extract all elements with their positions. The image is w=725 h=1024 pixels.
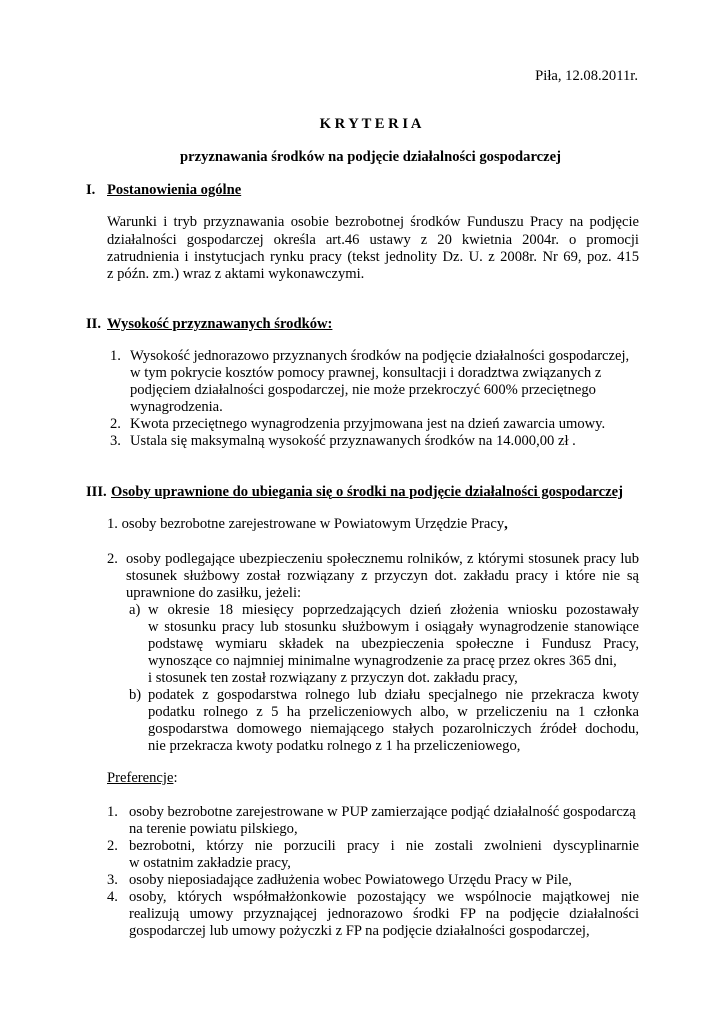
sub-item-line: podatek z gospodarstwa rolnego lub działu specjalnego nie przekracza kwoty (148, 687, 639, 703)
list-item-line: osoby bezrobotne zarejestrowane w PUP zamierzające podjąć działalność gospodarczą (129, 804, 636, 820)
section-1-line: zatrudnienia i instytucjach rynku pracy (tekst jednolity Dz. U. z 2008r. Nr 69, poz. 415 (107, 249, 639, 265)
sub-item-line: gospodarstwa domowego niemającego stałych pozarolniczych źródeł dochodu, (148, 721, 639, 737)
list-item-line: osoby nieposiadające zadłużenia wobec Powiatowego Urzędu Pracy w Pile, (129, 872, 572, 888)
list-item-number: 3. (110, 433, 121, 449)
section-3-number: III. (86, 484, 107, 500)
section-3-item-1-comma: , (504, 516, 508, 532)
list-item-line: bezrobotni, którzy nie porzucili pracy i nie zostali zwolnieni dyscyplinarnie (129, 838, 639, 854)
section-1-number: I. (86, 182, 96, 198)
list-item-line: w ostatnim zakładzie pracy, (129, 855, 291, 871)
list-item-number: 1. (107, 804, 118, 820)
sub-item-line: podstawę wymiaru składek na ubezpieczenia społeczne i Fundusz Pracy, (148, 636, 639, 652)
sub-item-line: i stosunek ten został rozwiązany z przyczyn dot. zakładu pracy, (148, 670, 518, 686)
sub-item-label: b) (129, 687, 142, 703)
section-3-item-1-text: 1. osoby bezrobotne zarejestrowane w Powiatowym Urzędzie Pracy (107, 516, 505, 532)
section-2-number: II. (86, 316, 102, 332)
document-subtitle: przyznawania środków na podjęcie działalności gospodarczej (180, 149, 561, 165)
list-item-line: Kwota przeciętnego wynagrodzenia przyjmowana jest na dzień zawarcia umowy. (130, 416, 606, 432)
sub-item-line: wynoszące co najmniej minimalne wynagrodzenie za pracę przez okres 365 dni, (148, 653, 617, 669)
section-2-heading: Wysokość przyznawanych środków: (107, 316, 333, 332)
list-item-line: osoby, których współmałżonkowie pozostający we wspólnocie majątkowej nie (129, 889, 639, 905)
list-item-number: 2. (107, 551, 118, 567)
list-item-line: gospodarczej lub umowy pożyczki z FP na podjęcie działalności gospodarczej, (129, 923, 590, 939)
list-item-line: Wysokość jednorazowo przyznanych środków na podjęcie działalności gospodarczej, (130, 348, 630, 364)
list-item-number: 1. (110, 348, 121, 364)
list-item-line: na terenie powiatu pilskiego, (129, 821, 298, 837)
preferences-heading: Preferencje (107, 770, 174, 786)
section-3-heading: Osoby uprawnione do ubiegania się o środki na podjęcie działalności gospodarczej (111, 484, 623, 500)
sub-item-line: w stosunku pracy lub stosunku służbowym i osiągały wynagrodzenie stanowiące (148, 619, 639, 635)
section-1-heading: Postanowienia ogólne (107, 182, 242, 198)
list-item-line: uprawnione do zasiłku, jeżeli: (126, 585, 302, 601)
section-3-item-1 (107, 516, 508, 533)
section-1-line: Warunki i tryb przyznawania osobie bezrobotnej środków Funduszu Pracy na podjęcie (107, 214, 639, 230)
document-title: K R Y T E R I A (319, 116, 422, 132)
list-item-number: 2. (110, 416, 121, 432)
sub-item-line: w okresie 18 miesięcy poprzedzających dzień złożenia wniosku pozostawały (148, 602, 639, 618)
sub-item-label: a) (129, 602, 141, 618)
preferences-colon: : (173, 770, 178, 786)
list-item-number: 3. (107, 872, 118, 888)
list-item-line: realizują umowy przyznającej jednorazowo środki FP na podjęcie działalności (129, 906, 639, 922)
list-item-number: 4. (107, 889, 118, 905)
list-item-line: w tym pokrycie kosztów pomocy prawnej, konsultacji i doradztwa związanych z (130, 365, 602, 381)
sub-item-line: nie przekracza kwoty podatku rolnego z 1 ha przeliczeniowego, (148, 738, 521, 754)
section-1-line: z późn. zm.) wraz z aktami wykonawczymi. (107, 266, 365, 282)
list-item-line: wynagrodzenia. (130, 399, 223, 415)
list-item-line: osoby podlegające ubezpieczeniu społecznemu rolników, z którymi stosunek pracy lub (126, 551, 639, 567)
list-item-line: stosunek służbowy został rozwiązany z przyczyn dot. zakładu pracy i które nie są (126, 568, 639, 584)
place-date: Piła, 12.08.2011r. (535, 68, 638, 84)
section-1-line: działalności gospodarczej określa art.46 ustawy z 20 kwietnia 2004r. o promocji (107, 232, 639, 248)
list-item-number: 2. (107, 838, 118, 854)
preferences-heading-wrap (107, 770, 178, 787)
list-item-line: Ustala się maksymalną wysokość przyznawanych środków na 14.000,00 zł . (130, 433, 576, 449)
list-item-line: podjęciem działalności gospodarczej, nie może przekroczyć 600% przeciętnego (130, 382, 596, 398)
sub-item-line: podatku rolnego z 5 ha przeliczeniowych albo, w przeliczeniu na 1 członka (148, 704, 639, 720)
